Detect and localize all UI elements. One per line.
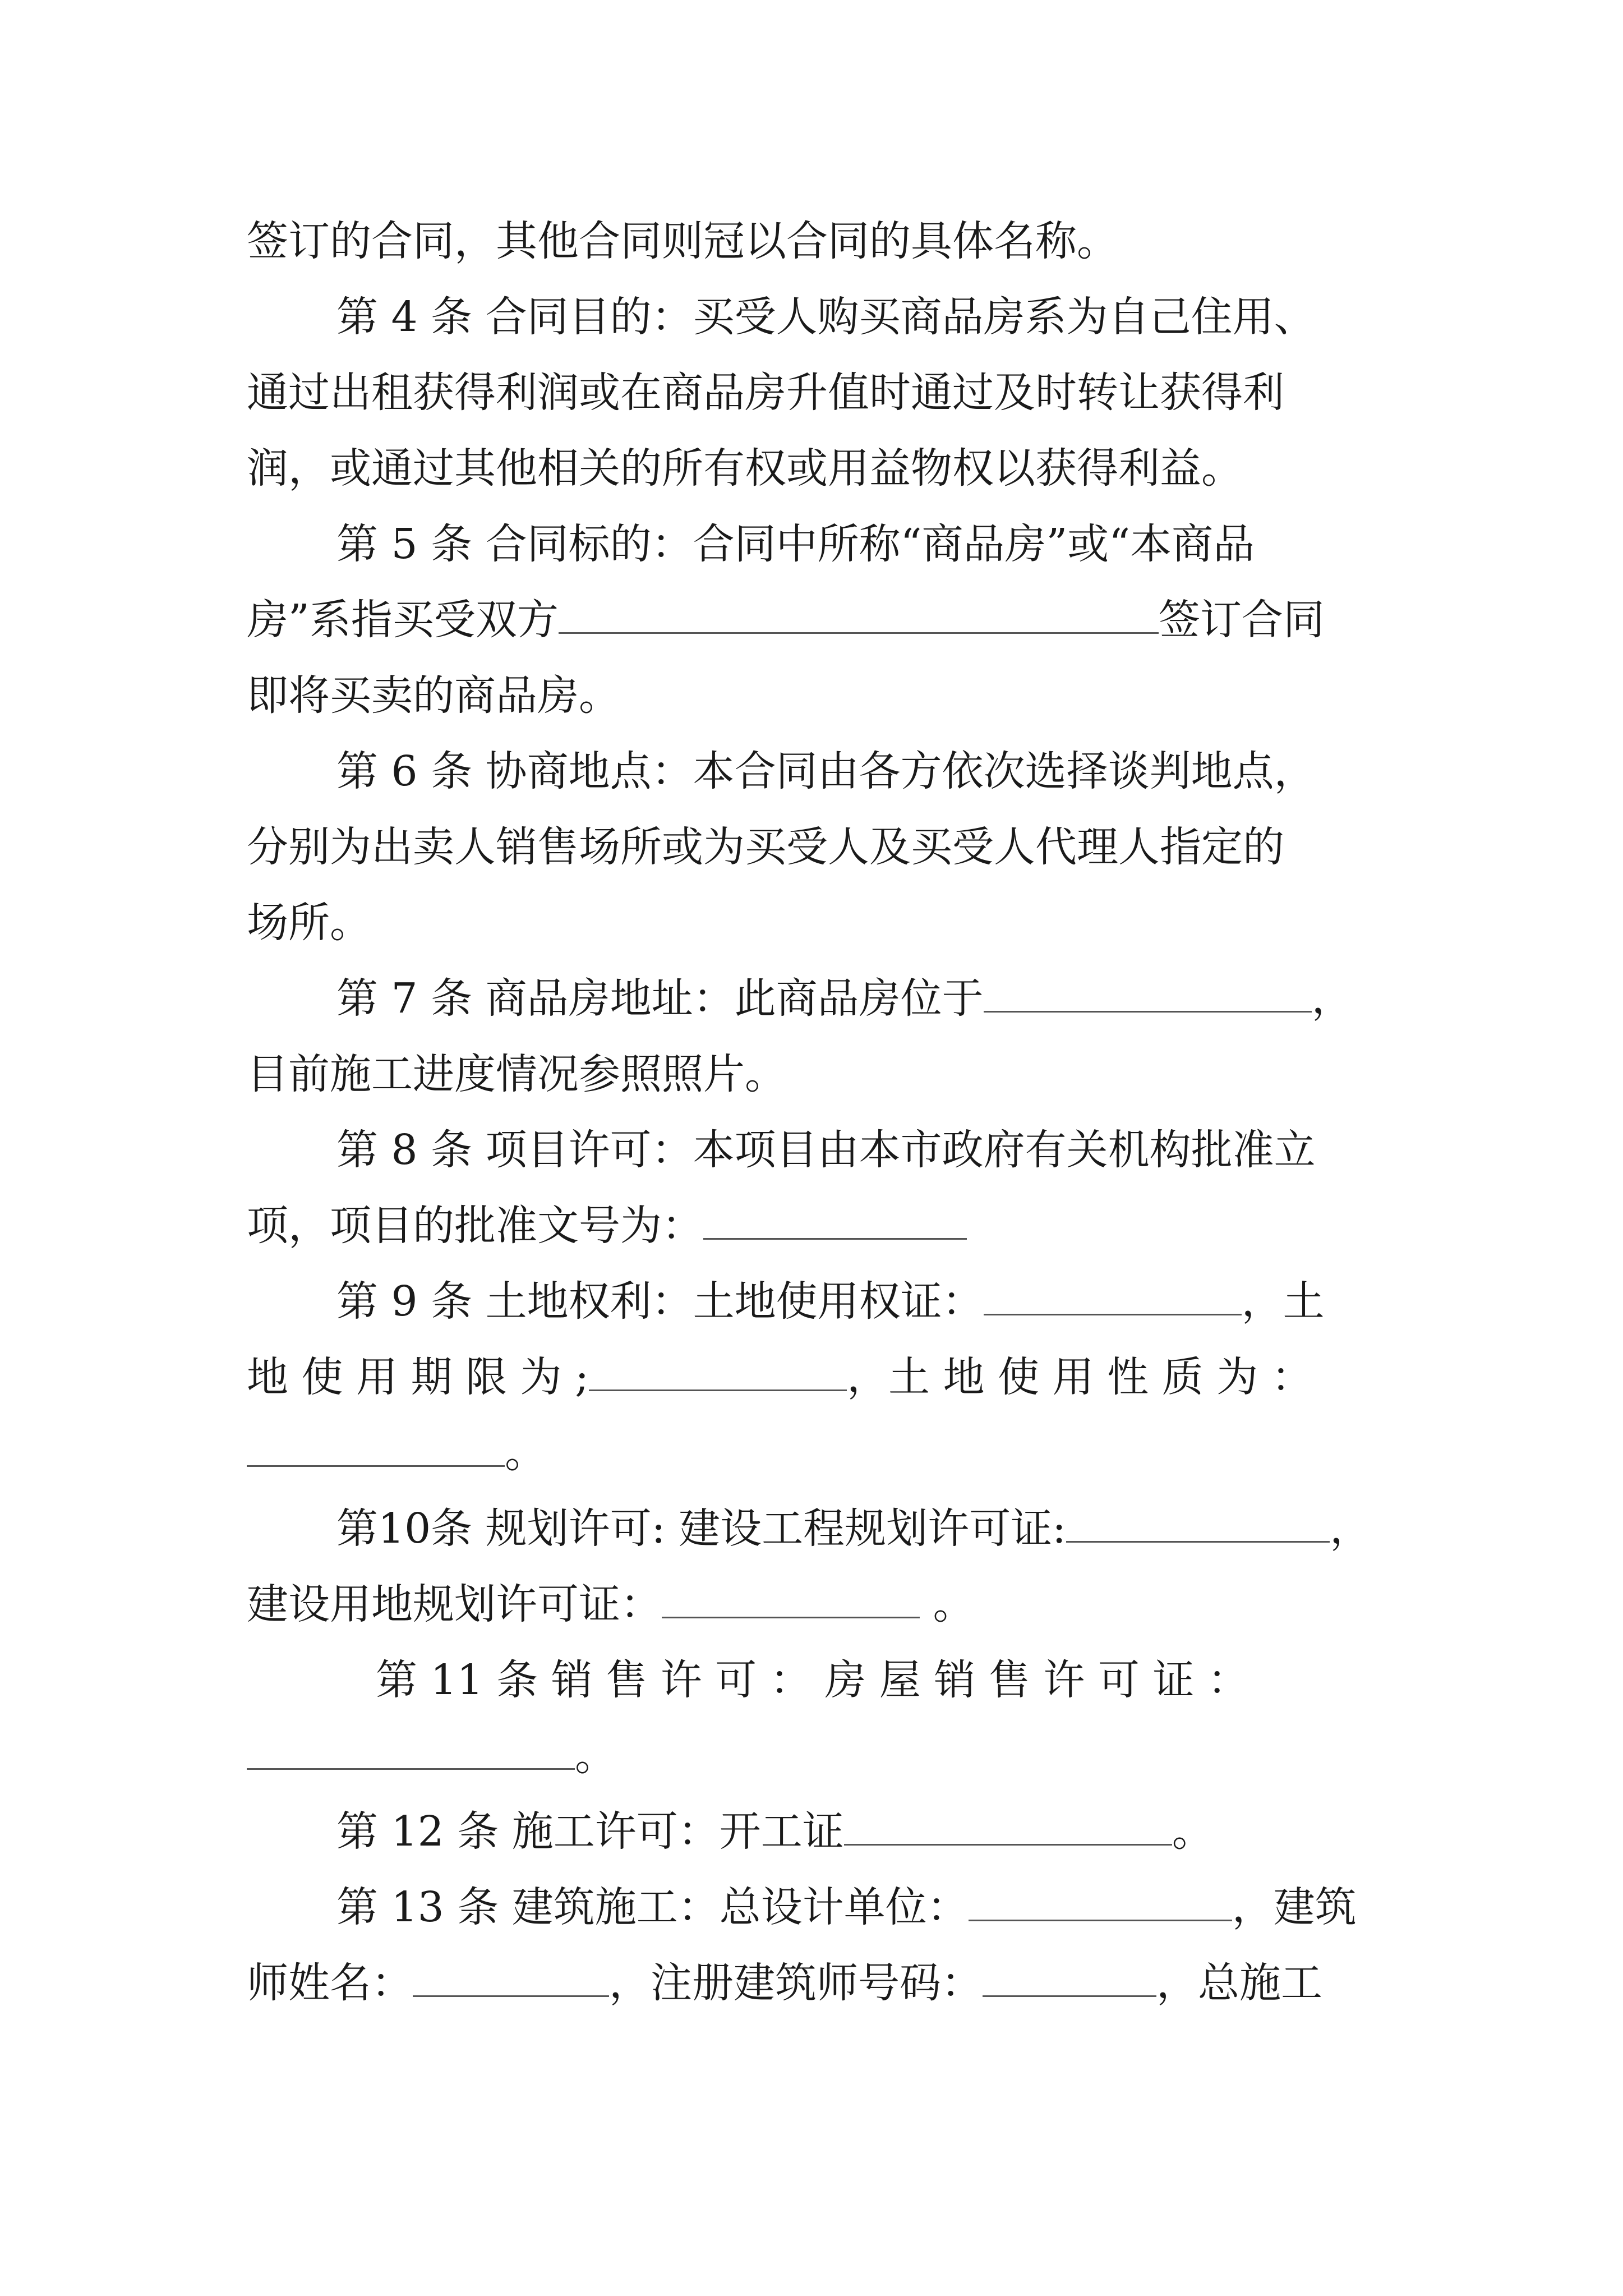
blank-field-land-term[interactable] <box>589 1356 847 1391</box>
article-8-line-2 <box>247 1198 1380 1254</box>
article-4-line-3 <box>247 440 1380 496</box>
article-11-text-1: 第 11 条 销 售 许 可 ： 房 屋 销 售 许 可 证 ： <box>376 1656 1249 1704</box>
article-13-text-4: ，注册建筑师号码： <box>609 1959 983 2007</box>
blank-field-article-5[interactable] <box>559 599 1159 634</box>
blank-field-sales-permit[interactable] <box>247 1734 575 1770</box>
blank-field-architect-number[interactable] <box>983 1962 1156 1997</box>
article-10-line-1 <box>336 1501 1380 1557</box>
blank-field-engineering-permit[interactable] <box>1066 1507 1330 1543</box>
article-12-text-2: 。 <box>1172 1807 1214 1856</box>
article-9-line-2 <box>247 1349 1380 1405</box>
blank-field-land-use[interactable] <box>247 1432 505 1467</box>
article-6-line-2 <box>247 819 1380 875</box>
article-7-line-2 <box>247 1046 1380 1102</box>
article-5-text-4: 即将买卖的商品房。 <box>247 671 620 720</box>
article-9-line-1 <box>336 1273 1380 1329</box>
article-9-text-5: 。 <box>505 1429 546 1477</box>
article-4-line-1 <box>336 289 1380 345</box>
article-9-text-1: 第 9 条 土地权利：土地使用权证： <box>336 1277 984 1326</box>
blank-field-land-planning-permit[interactable] <box>662 1583 920 1618</box>
article-10-text-3: 建设用地规划许可证： <box>247 1580 662 1628</box>
article-6-text-1: 第 6 条 协商地点：本合同由各方依次选择谈判地点， <box>336 747 1316 795</box>
article-12-line-1 <box>336 1803 1380 1860</box>
article-7-line-1 <box>336 970 1380 1027</box>
article-5-text-1: 第 5 条 合同标的：合同中所称“商品房”或“本商品 <box>336 520 1255 568</box>
article-11-line-2 <box>247 1728 1380 1784</box>
article-4-text-1: 第 4 条 合同目的：买受人购买商品房系为自己住用、 <box>336 293 1316 341</box>
article-6-text-3: 场所。 <box>247 899 371 947</box>
blank-field-construction-permit[interactable] <box>844 1810 1172 1846</box>
article-10-text-4: 。 <box>920 1580 975 1628</box>
article-5-line-1 <box>336 516 1380 572</box>
article-4-text-3: 润，或通过其他相关的所有权或用益物权以获得利益。 <box>247 444 1243 493</box>
blank-field-architect-name[interactable] <box>413 1962 609 1997</box>
blank-field-design-unit[interactable] <box>969 1886 1232 1921</box>
article-10-line-2 <box>247 1576 1380 1632</box>
article-9-text-4: ，土 地 使 用 性 质 为 ： <box>847 1353 1313 1401</box>
line-1 <box>247 213 1380 269</box>
article-11-text-2: 。 <box>575 1732 616 1780</box>
article-13-line-2 <box>247 1955 1380 2011</box>
article-10-text-2: ， <box>1330 1504 1372 1553</box>
article-4-line-2 <box>247 365 1380 421</box>
article-6-line-1 <box>336 743 1380 799</box>
article-9-text-2: ，土 <box>1241 1277 1325 1326</box>
blank-field-approval-number[interactable] <box>703 1204 967 1240</box>
article-12-text-1: 第 12 条 施工许可：开工证 <box>336 1807 844 1856</box>
article-5-text-3: 签订合同 <box>1158 596 1325 644</box>
article-7-text-1: 第 7 条 商品房地址：此商品房位于 <box>336 974 984 1023</box>
article-11-line-1 <box>376 1652 1380 1708</box>
article-8-text-2: 项，项目的批准文号为： <box>247 1202 703 1250</box>
article-5-text-2: 房”系指买受双方 <box>247 596 559 644</box>
article-13-line-1 <box>336 1879 1380 1935</box>
article-5-line-3 <box>247 668 1380 724</box>
article-9-line-3 <box>247 1425 1380 1481</box>
article-6-line-3 <box>247 895 1380 951</box>
article-10-text-1: 第10条 规划许可: 建设工程规划许可证: <box>336 1504 1067 1553</box>
article-13-text-1: 第 13 条 建筑施工：总设计单位： <box>336 1883 969 1931</box>
article-7-text-2: ， <box>1311 974 1353 1023</box>
article-6-text-2: 分别为出卖人销售场所或为买受人及买受人代理人指定的 <box>247 823 1284 871</box>
text-1: 签订的合同，其他合同则冠以合同的具体名称。 <box>247 217 1118 265</box>
article-13-text-5: ，总施工 <box>1156 1959 1322 2007</box>
article-8-line-1 <box>336 1122 1380 1178</box>
article-5-line-2 <box>247 592 1380 648</box>
blank-field-article-7[interactable] <box>984 977 1312 1013</box>
article-13-text-2: ，建筑 <box>1232 1883 1357 1931</box>
article-9-text-3: 地 使 用 期 限 为 ; <box>247 1353 589 1401</box>
article-8-text-1: 第 8 条 项目许可：本项目由本市政府有关机构批准立 <box>336 1126 1316 1174</box>
article-7-text-3: 目前施工进度情况参照照片。 <box>247 1050 786 1098</box>
blank-field-land-certificate[interactable] <box>984 1280 1242 1315</box>
article-13-text-3: 师姓名： <box>247 1959 413 2007</box>
article-4-text-2: 通过出租获得利润或在商品房升值时通过及时转让获得利 <box>247 369 1284 417</box>
